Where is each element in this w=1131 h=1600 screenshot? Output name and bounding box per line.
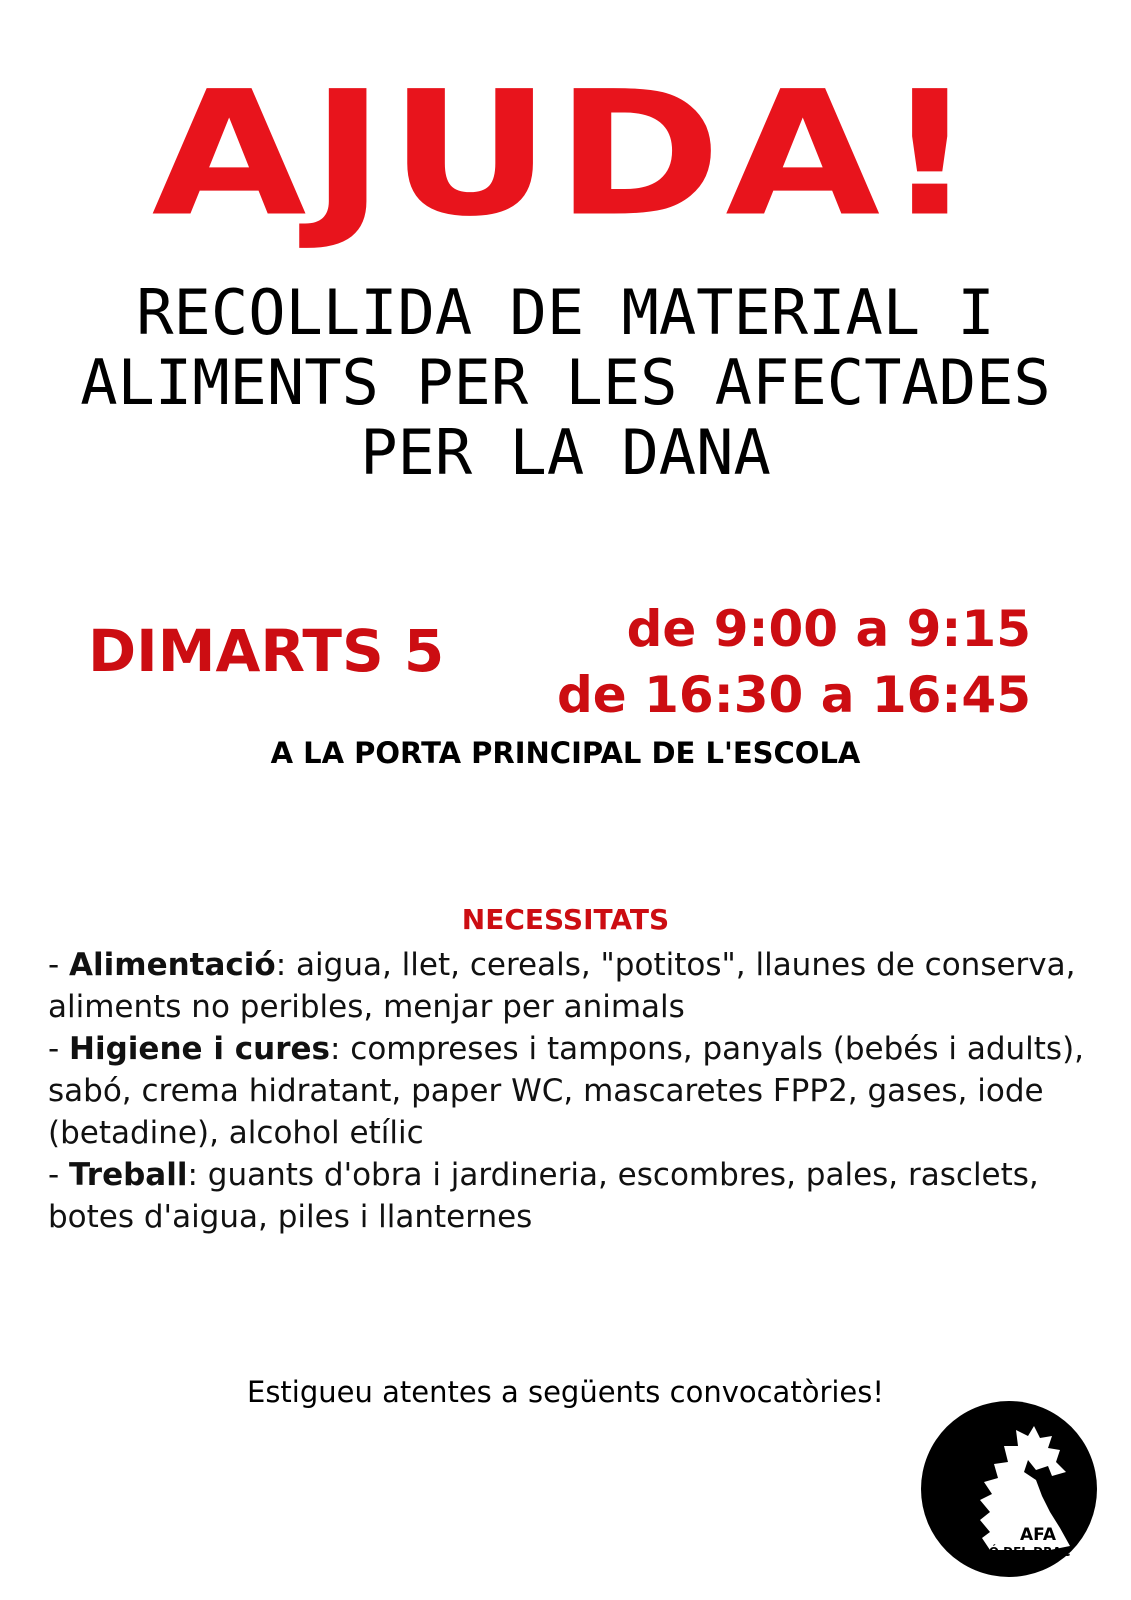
needs-item-hygiene: - Higiene i cures: compreses i tampons, panyals (bebés i adults), sabó, crema hidratant, paper WC, mascaretes FPP2, gases, iode (betadine), alcohol etílic: [48, 1031, 1085, 1151]
needs-text: : compreses i tampons, panyals (bebés i adults), sabó, crema hidratant, paper WC, mascaretes FPP2, gases, iode (betadine), alcohol etílic: [48, 1031, 1085, 1151]
subtitle-line-2: ALIMENTS PER LES AFECTADES: [80, 346, 1051, 419]
needs-text: : aigua, llet, cereals, "potitos", llaunes de conserva, aliments no peribles, menjar per animals: [48, 947, 1076, 1025]
event-time-morning: de 9:00 a 9:15: [626, 600, 1031, 658]
event-date: DIMARTS 5: [88, 617, 445, 685]
event-time-afternoon: de 16:30 a 16:45: [557, 666, 1031, 724]
subtitle-line-3: PER LA DANA: [360, 416, 771, 489]
afa-logo: [920, 1400, 1098, 1578]
subtitle-line-1: RECOLLIDA DE MATERIAL I: [136, 276, 995, 349]
needs-category: Alimentació: [69, 947, 276, 983]
footer-note: Estigueu atentes a següents convocatòries!: [247, 1375, 884, 1409]
subtitle: [0, 278, 1131, 488]
needs-list: [48, 944, 1088, 1238]
logo-title: AFA: [1020, 1525, 1056, 1545]
needs-category: Treball: [69, 1157, 188, 1193]
needs-text: : guants d'obra i jardineria, escombres, pales, rasclets, botes d'aigua, piles i llanternes: [48, 1157, 1039, 1235]
needs-category: Higiene i cures: [69, 1031, 330, 1067]
event-location: A LA PORTA PRINCIPAL DE L'ESCOLA: [270, 736, 861, 770]
needs-title: NECESSITATS: [461, 903, 670, 936]
needs-item-food: - Alimentació: aigua, llet, cereals, "potitos", llaunes de conserva, aliments no peribles, menjar per animals: [48, 947, 1076, 1025]
headline: AJUDA!: [151, 54, 980, 255]
needs-item-work: - Treball: guants d'obra i jardineria, escombres, pales, rasclets, botes d'aigua, piles i llanternes: [48, 1157, 1039, 1235]
logo-subtitle: TURÓ DEL DRAC: [961, 1545, 1071, 1559]
event-times: [557, 596, 1031, 728]
